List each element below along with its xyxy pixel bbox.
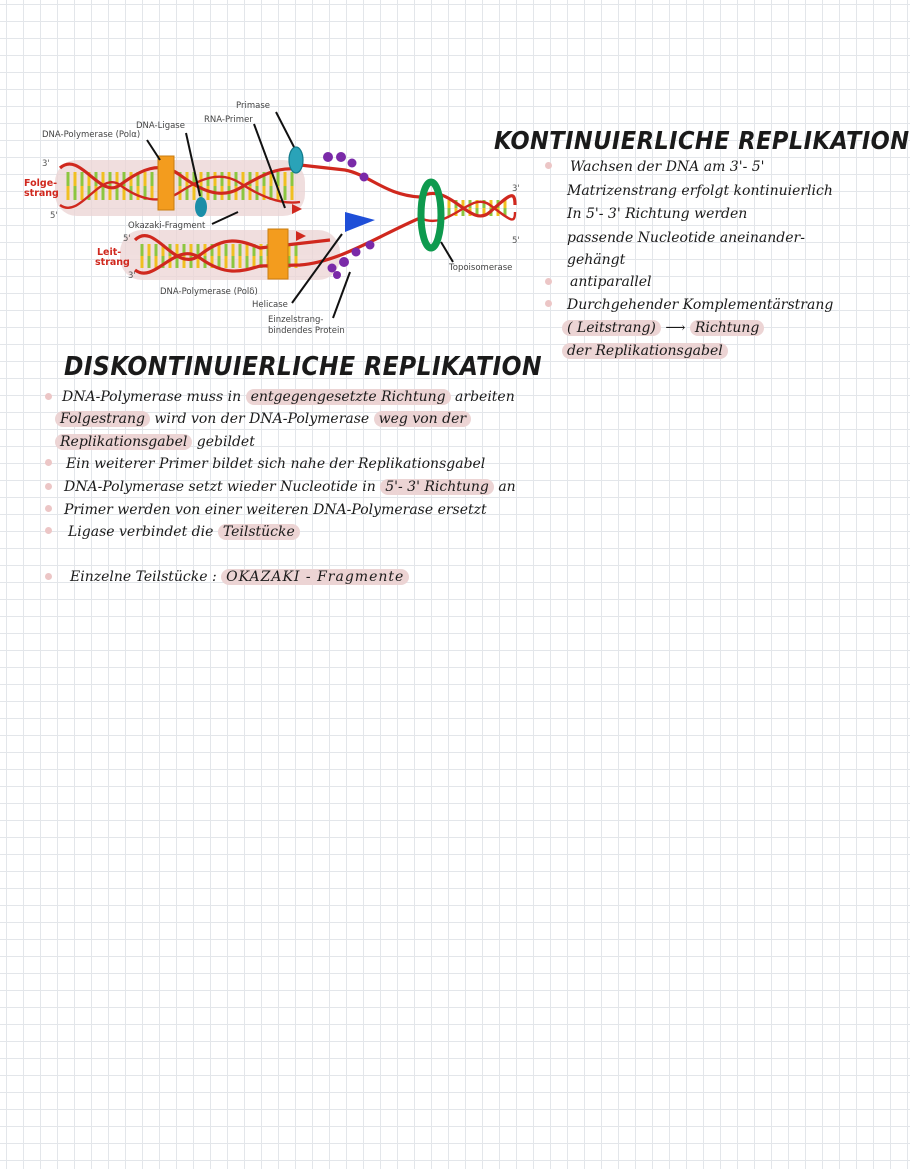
disk-bullet-5 xyxy=(45,527,52,534)
disk-line-3: Replikationsgabel gebildet xyxy=(55,432,255,452)
topoisomerase-label: Topoisomerase xyxy=(449,263,513,273)
kont-bullet-2 xyxy=(545,278,552,285)
kont-line-1: Wachsen der DNA am 3'- 5' xyxy=(570,159,765,175)
kont-line-9 xyxy=(562,341,728,361)
replikationsgabel-highlight: der Replikationsgabel xyxy=(562,343,728,359)
disk-line-7: Ligase verbindet die Teilstücke xyxy=(68,522,300,542)
weg-von-der-highlight: weg von der xyxy=(374,411,471,427)
kontinuierliche-heading: KONTINUIERLICHE REPLIKATION xyxy=(494,126,910,155)
arrow-right-icon: ⟶ xyxy=(665,320,686,336)
kont-line-7: Durchgehender Komplementärstrang xyxy=(567,297,834,313)
kont-line-3: In 5'- 3' Richtung werden xyxy=(567,206,748,222)
kont-line-5: gehängt xyxy=(567,252,626,268)
dna-ligase-label: DNA-Ligase xyxy=(136,121,185,131)
disk-bullet-3 xyxy=(45,483,52,490)
primase-label: Primase xyxy=(236,101,270,111)
helicase-label: Helicase xyxy=(252,300,288,310)
disk-line-1: DNA-Polymerase muss in entgegengesetzte Richtung arbeiten xyxy=(62,389,515,405)
okazaki-fragmente-highlight: OKAZAKI - Fragmente xyxy=(221,569,409,585)
folgestrang-highlight: Folgestrang xyxy=(55,411,150,427)
disk-line-5: DNA-Polymerase setzt wieder Nucleotide in 5'- 3' Richtung an xyxy=(64,479,516,495)
kont-line-6: antiparallel xyxy=(570,274,652,290)
replikationsgabel-disk-highlight: Replikationsgabel xyxy=(55,434,192,450)
diskontinuierliche-heading: DISKONTINUIERLICHE REPLIKATION xyxy=(64,352,542,382)
topoisomerase-shape xyxy=(421,182,441,248)
leitstrang-label-line1: Leit- xyxy=(97,247,122,258)
ssb-label-line1: Einzelstrang- xyxy=(268,315,324,325)
end-label-right-3: 3' xyxy=(512,184,520,194)
richtung-highlight: Richtung xyxy=(690,320,765,336)
leitstrang-label-line2: strang xyxy=(95,257,130,268)
end-label-right-5: 5' xyxy=(512,236,520,246)
kont-bullet-3 xyxy=(545,300,552,307)
disk-line-8: Einzelne Teilstücke : OKAZAKI - Fragmente xyxy=(70,567,409,587)
disk-bullet-1 xyxy=(45,393,52,400)
disk-bullet-4 xyxy=(45,505,52,512)
primase-shape xyxy=(289,147,303,173)
folgestrang-label-line2: strang xyxy=(24,188,59,199)
end-label-bottom-5: 5' xyxy=(123,234,131,244)
ssb-label-line2: bindendes Protein xyxy=(268,326,345,336)
dna-ligase-shape xyxy=(195,197,207,217)
teilstuecke-highlight: Teilstücke xyxy=(218,524,300,540)
end-label-top-5: 5' xyxy=(50,211,58,221)
leitstrang-highlight: ( Leitstrang) xyxy=(562,320,661,336)
disk-line-6: Primer werden von einer weiteren DNA-Polymerase ersetzt xyxy=(64,502,487,518)
kont-line-2: Matrizenstrang erfolgt kontinuierlich xyxy=(567,183,833,199)
end-label-top-3: 3' xyxy=(42,159,50,169)
rna-primer-label: RNA-Primer xyxy=(204,115,253,125)
dna-polymerase-delta-shape xyxy=(268,229,288,279)
helicase-shape xyxy=(345,212,375,232)
disk-line-2: Folgestrang wird von der DNA-Polymerase weg von der xyxy=(55,409,471,429)
disk-bullet-6 xyxy=(45,573,52,580)
disk-line-4: Ein weiterer Primer bildet sich nahe der Replikationsgabel xyxy=(66,456,486,472)
dna-polymerase-delta-label: DNA-Polymerase (Polδ) xyxy=(160,287,258,297)
okazaki-fragment-label: Okazaki-Fragment xyxy=(128,221,206,231)
entgegengesetzte-richtung-highlight: entgegengesetzte Richtung xyxy=(246,389,451,405)
dna-polymerase-alpha-shape xyxy=(158,156,174,210)
folgestrang-label-line1: Folge- xyxy=(24,178,58,189)
5-3-richtung-highlight: 5'- 3' Richtung xyxy=(380,479,494,495)
kont-line-4: passende Nucleotide aneinander- xyxy=(567,230,805,246)
disk-bullet-2 xyxy=(45,459,52,466)
kont-bullet-1 xyxy=(545,162,552,169)
dna-polymerase-alpha-label: DNA-Polymerase (Polα) xyxy=(42,130,141,140)
end-label-bottom-3: 3' xyxy=(128,271,136,281)
kont-line-8 xyxy=(562,318,764,338)
